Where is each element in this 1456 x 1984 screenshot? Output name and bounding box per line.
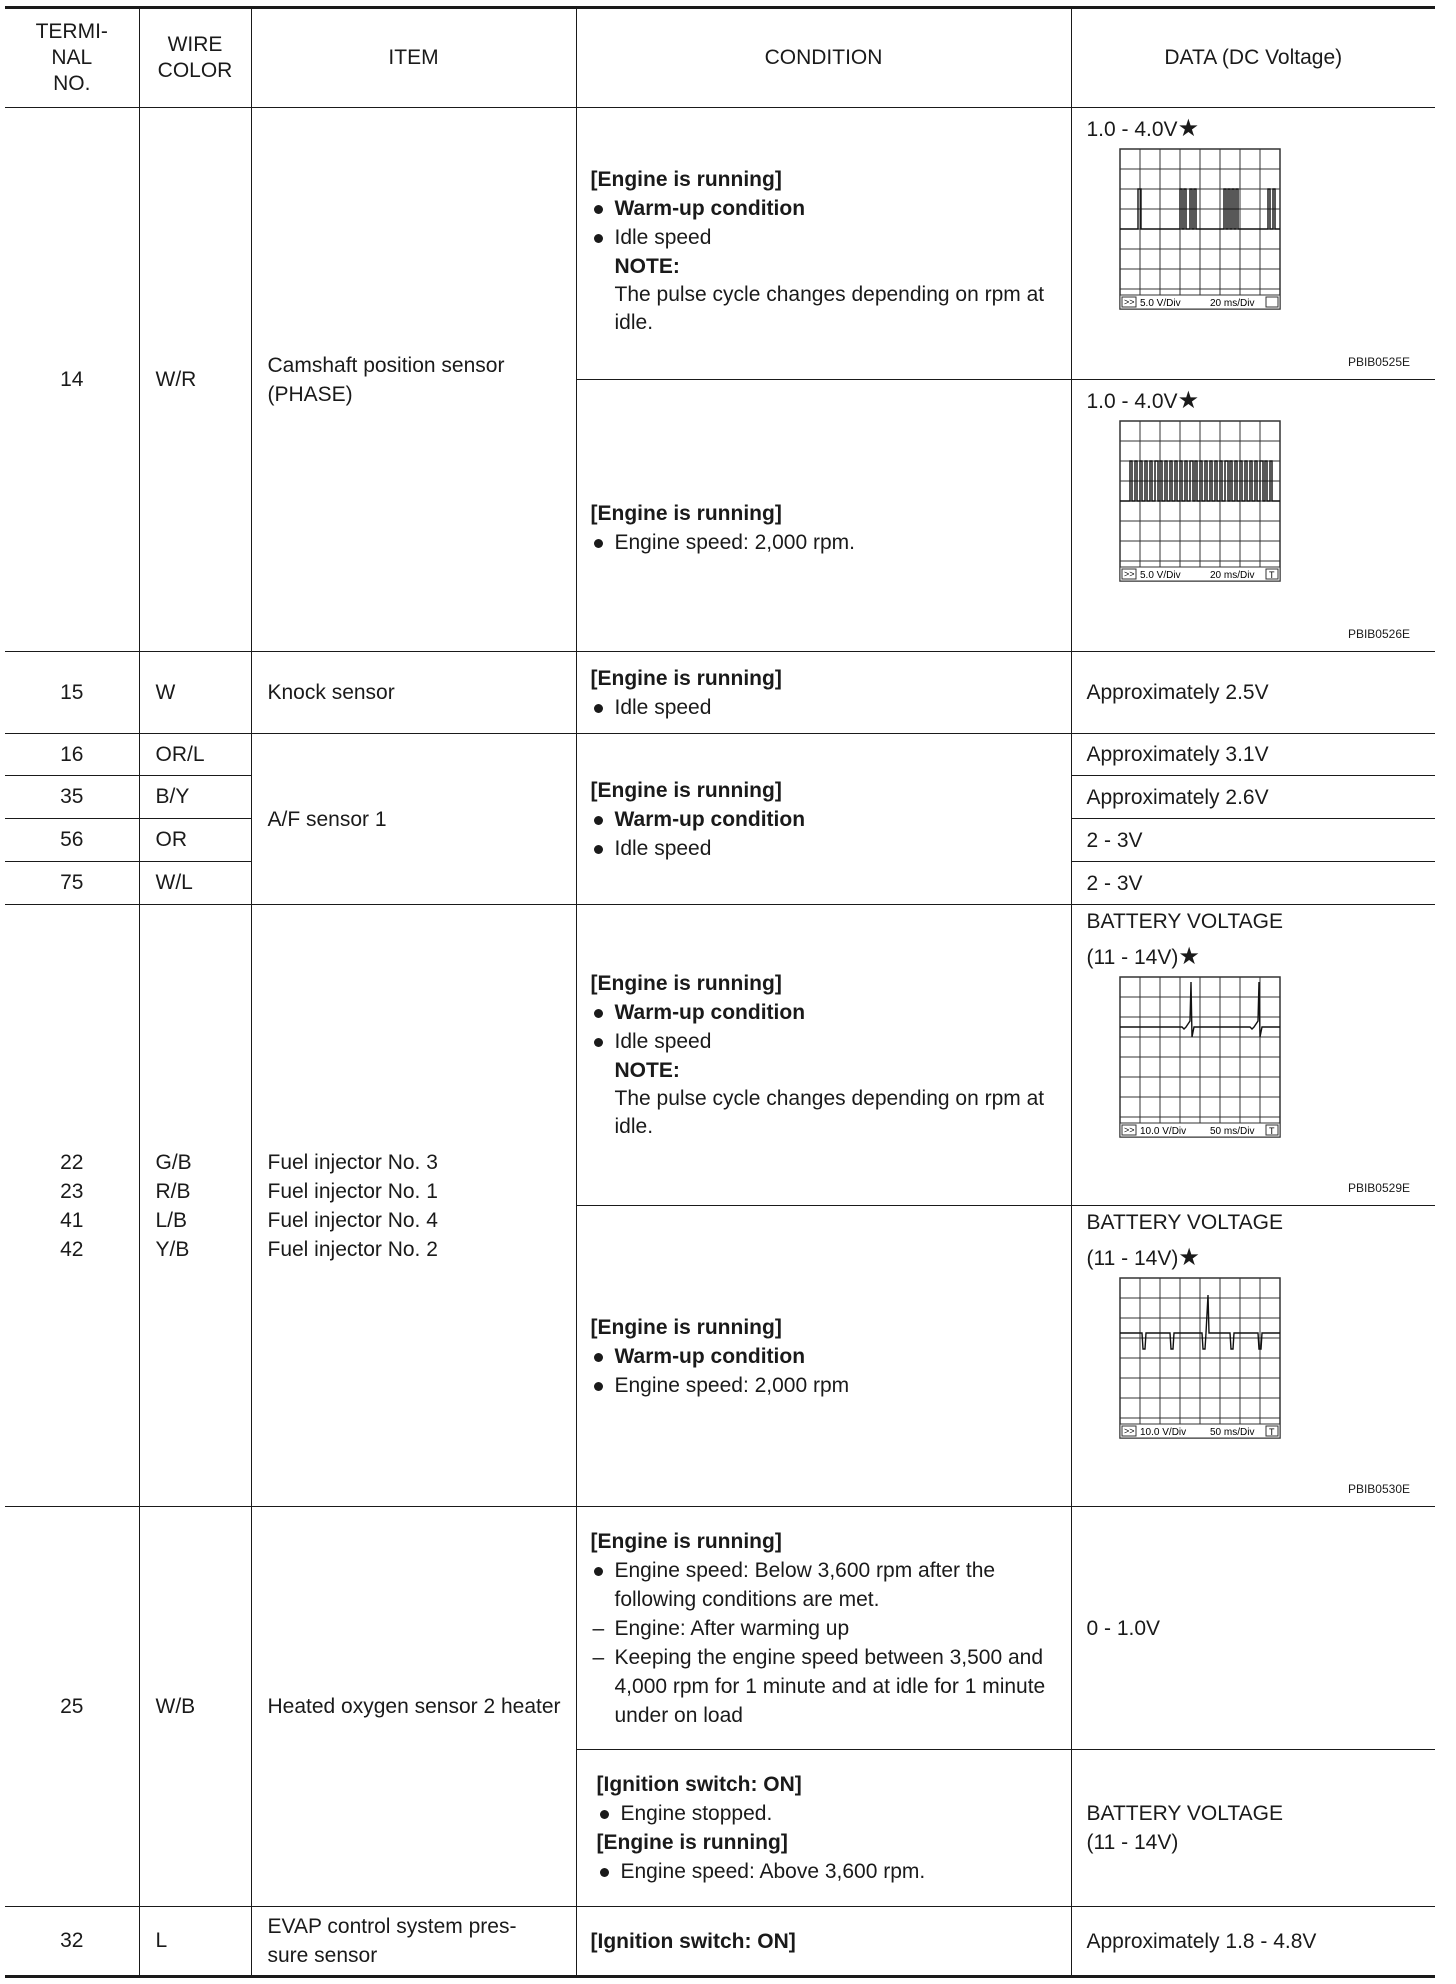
oscilloscope-waveform — [1119, 148, 1289, 328]
data-cell: Approximately 2.5V — [1071, 652, 1435, 734]
oscilloscope-waveform — [1119, 420, 1289, 600]
terminal-number: 42 — [60, 1237, 84, 1261]
data-cell — [1071, 380, 1435, 652]
table-row — [5, 1907, 1435, 1977]
header-wire-line: COLOR — [157, 59, 233, 82]
terminal-cell: 75 — [5, 862, 139, 905]
terminal-table — [5, 6, 1435, 1978]
condition-list — [591, 693, 1057, 722]
scope-arrow-icon: >> — [1123, 1426, 1135, 1436]
condition-heading: [Engine is running] — [590, 666, 782, 690]
scope-label-bar — [1120, 567, 1280, 581]
list-item: Engine speed: 2,000 rpm — [591, 1371, 1057, 1400]
condition-heading: [Engine is running] — [590, 167, 782, 191]
figure-code: PBIB0526E — [1347, 627, 1410, 641]
condition-list — [597, 1857, 1057, 1886]
list-item: Engine speed: Below 3,600 rpm after the following conditions are met. — [591, 1556, 1057, 1614]
condition-list — [591, 1556, 1057, 1730]
condition-cell — [576, 652, 1071, 734]
wire-color: G/B — [155, 1150, 192, 1174]
scope-label-bar — [1120, 1424, 1280, 1438]
table-row — [5, 734, 1435, 776]
scope-time-label: 20 ms/Div — [1209, 570, 1254, 581]
header-wire-line: WIRE — [167, 33, 223, 56]
item-name: Fuel injector No. 4 — [267, 1208, 438, 1232]
oscilloscope-waveform — [1119, 1277, 1289, 1457]
item-name: sure sensor — [267, 1944, 378, 1967]
condition-cell — [576, 734, 1071, 905]
terminal-cell: 56 — [5, 819, 139, 862]
list-item: Engine speed: 2,000 rpm. — [591, 528, 1057, 557]
scope-time-label: 50 ms/Div — [1209, 1427, 1254, 1438]
scope-trigger-label: T — [1268, 570, 1274, 580]
list-item: Warm-up condition — [591, 1342, 1057, 1371]
list-item: Warm-up condition — [591, 998, 1057, 1027]
figure-code: PBIB0525E — [1347, 355, 1410, 369]
figure-code: PBIB0530E — [1347, 1482, 1410, 1496]
table-row — [5, 1507, 1435, 1750]
data-value: (11 - 14V) — [1086, 1831, 1179, 1854]
condition-heading: [Ignition switch: ON] — [596, 1773, 802, 1796]
data-cell: Approximately 2.6V — [1071, 776, 1435, 819]
scope-volt-label: 10.0 V/Div — [1139, 1427, 1186, 1438]
wire-cell: W — [139, 652, 251, 734]
terminal-number: 22 — [60, 1150, 84, 1174]
condition-list — [591, 194, 1057, 252]
item-cell: Knock sensor — [251, 652, 576, 734]
data-value: BATTERY VOLTAGE — [1086, 910, 1283, 933]
condition-heading: [Engine is running] — [590, 501, 782, 525]
data-value: 1.0 - 4.0V — [1086, 390, 1178, 413]
item-cell — [251, 1907, 576, 1977]
list-item: Idle speed — [591, 834, 1057, 863]
wire-cell: OR — [139, 819, 251, 862]
scope-arrow-icon: >> — [1123, 297, 1135, 307]
list-item: Idle speed — [591, 1027, 1057, 1056]
table-row — [5, 108, 1435, 380]
condition-list — [597, 1799, 1057, 1828]
header-condition: CONDITION — [576, 8, 1071, 108]
list-item: – Engine: After warming up — [591, 1614, 1057, 1643]
wire-cell: W/R — [139, 108, 251, 652]
condition-heading: [Ignition switch: ON] — [590, 1929, 796, 1953]
star-icon: ★ — [1178, 1244, 1200, 1271]
table-row — [5, 905, 1435, 1206]
data-value: BATTERY VOLTAGE — [1086, 1802, 1283, 1825]
wire-cell: W/B — [139, 1507, 251, 1907]
terminal-cell: 14 — [5, 108, 139, 652]
condition-cell — [576, 1907, 1071, 1977]
item-name: Fuel injector No. 3 — [267, 1150, 438, 1174]
condition-list — [591, 998, 1057, 1056]
header-wire — [139, 8, 251, 108]
scope-label-bar — [1120, 1123, 1280, 1137]
data-cell: 0 - 1.0V — [1071, 1507, 1435, 1750]
data-cell — [1071, 108, 1435, 380]
condition-heading: [Engine is running] — [590, 778, 782, 802]
terminal-cell: 35 — [5, 776, 139, 819]
terminal-number: 41 — [60, 1208, 84, 1232]
item-cell: Camshaft position sensor (PHASE) — [251, 108, 576, 652]
star-icon: ★ — [1177, 115, 1200, 142]
terminal-cell: 25 — [5, 1507, 139, 1907]
condition-heading: [Engine is running] — [590, 1529, 782, 1553]
header-item: ITEM — [251, 8, 576, 108]
star-icon: ★ — [1178, 943, 1200, 970]
wire-color: R/B — [155, 1179, 191, 1203]
scope-trigger-label: T — [1268, 1427, 1274, 1437]
note-text: The pulse cycle changes depending on rpm at idle. — [614, 1087, 1045, 1138]
data-cell — [1071, 905, 1435, 1206]
scope-grid — [1120, 1278, 1280, 1438]
terminal-number: 23 — [60, 1179, 84, 1203]
wire-cell: OR/L — [139, 734, 251, 776]
data-cell: Approximately 3.1V — [1071, 734, 1435, 776]
data-value: (11 - 14V) — [1086, 1247, 1179, 1270]
scope-trigger-label: T — [1268, 1126, 1274, 1136]
terminal-cell: 15 — [5, 652, 139, 734]
item-cell: Heated oxygen sensor 2 heater — [251, 1507, 576, 1907]
wire-cell: L — [139, 1907, 251, 1977]
data-cell — [1071, 1206, 1435, 1507]
wire-cell — [139, 905, 251, 1507]
list-item: Engine speed: Above 3,600 rpm. — [597, 1857, 1057, 1886]
wire-color: L/B — [155, 1208, 188, 1232]
list-item: Idle speed — [591, 223, 1057, 252]
header-terminal-line: TERMI- — [35, 20, 108, 43]
data-value: (11 - 14V) — [1086, 946, 1179, 969]
list-item: Warm-up condition — [591, 194, 1057, 223]
scope-volt-label: 5.0 V/Div — [1139, 570, 1181, 581]
item-name: Fuel injector No. 1 — [267, 1179, 438, 1203]
item-name: EVAP control system pres- — [267, 1915, 517, 1938]
item-cell: A/F sensor 1 — [251, 734, 576, 905]
condition-heading: [Engine is running] — [590, 972, 782, 995]
condition-cell — [576, 380, 1071, 652]
condition-list — [591, 528, 1057, 557]
terminal-cell: 32 — [5, 1907, 139, 1977]
header-terminal-line: NO. — [53, 72, 91, 95]
scope-grid — [1120, 977, 1280, 1137]
data-cell: 2 - 3V — [1071, 862, 1435, 905]
table-row — [5, 652, 1435, 734]
scope-time-label: 20 ms/Div — [1209, 298, 1254, 309]
wire-cell: W/L — [139, 862, 251, 905]
scope-volt-label: 10.0 V/Div — [1139, 1126, 1186, 1137]
data-value: 1.0 - 4.0V — [1086, 118, 1178, 141]
scope-label-bar — [1120, 295, 1280, 309]
condition-heading: [Engine is running] — [590, 1315, 782, 1339]
data-cell — [1071, 1750, 1435, 1907]
header-row — [5, 8, 1435, 108]
terminal-cell — [5, 905, 139, 1507]
condition-cell — [576, 1750, 1071, 1907]
scope-volt-label: 5.0 V/Div — [1139, 298, 1181, 309]
wire-color: Y/B — [155, 1237, 190, 1261]
terminal-cell: 16 — [5, 734, 139, 776]
item-name: Fuel injector No. 2 — [267, 1237, 438, 1261]
item-cell — [251, 905, 576, 1507]
list-item: Idle speed — [591, 693, 1057, 722]
data-cell: Approximately 1.8 - 4.8V — [1071, 1907, 1435, 1977]
note-text: The pulse cycle changes depending on rpm at idle. — [614, 282, 1045, 334]
scope-arrow-icon: >> — [1123, 1125, 1135, 1135]
note-title: NOTE: — [614, 1059, 680, 1082]
condition-cell — [576, 1507, 1071, 1750]
note-title: NOTE: — [614, 254, 680, 278]
scope-time-label: 50 ms/Div — [1209, 1126, 1254, 1137]
condition-cell — [576, 905, 1071, 1206]
condition-heading: [Engine is running] — [596, 1831, 788, 1854]
header-terminal-line: NAL — [51, 46, 93, 69]
condition-cell — [576, 1206, 1071, 1507]
condition-list — [591, 805, 1057, 863]
wire-cell: B/Y — [139, 776, 251, 819]
header-terminal — [5, 8, 139, 108]
header-data: DATA (DC Voltage) — [1071, 8, 1435, 108]
figure-code: PBIB0529E — [1347, 1181, 1410, 1195]
list-item: – Keeping the engine speed between 3,500 and 4,000 rpm for 1 minute and at idle for 1 minute under on load — [591, 1643, 1057, 1730]
data-value: BATTERY VOLTAGE — [1086, 1211, 1283, 1234]
scope-arrow-icon: >> — [1123, 569, 1135, 579]
star-icon: ★ — [1177, 387, 1200, 414]
condition-cell — [576, 108, 1071, 380]
list-item: Warm-up condition — [591, 805, 1057, 834]
condition-list — [591, 1342, 1057, 1400]
oscilloscope-waveform — [1119, 976, 1289, 1156]
data-cell: 2 - 3V — [1071, 819, 1435, 862]
list-item: Engine stopped. — [597, 1799, 1057, 1828]
